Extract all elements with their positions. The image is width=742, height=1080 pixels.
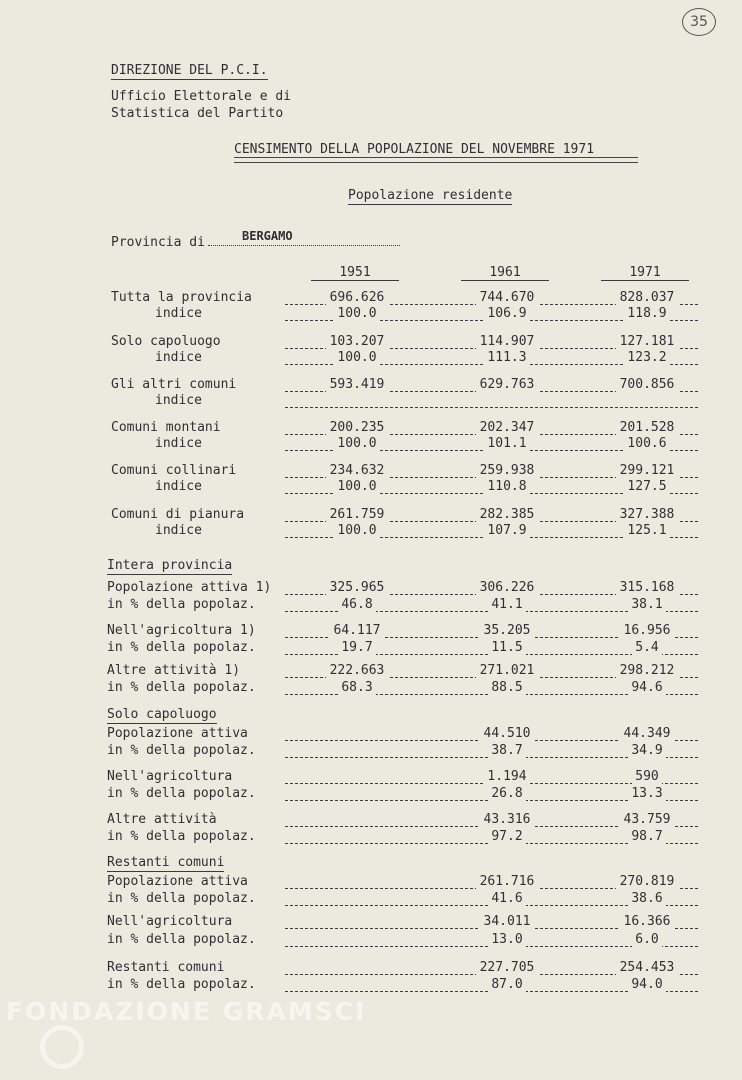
cell-value: 94.0 [628,977,666,992]
direzione-heading: DIREZIONE DEL P.C.I. [111,63,268,78]
cell-value: 64.117 [330,623,384,638]
row-label: indice [155,306,202,321]
cell-value: 201.528 [616,420,678,435]
cell-value: 261.759 [326,507,388,522]
cell-value: 744.670 [476,290,538,305]
cell-value: 44.510 [480,726,534,741]
cell-value: 43.316 [480,812,534,827]
cell-value: 34.011 [480,914,534,929]
cell-value: 306.226 [476,580,538,595]
row-label: in % della popolaz. [107,932,256,947]
cell-value: 107.9 [484,523,530,538]
cell-value: 35.205 [480,623,534,638]
row-label: in % della popolaz. [107,829,256,844]
cell-value: 327.388 [616,507,678,522]
cell-value: 46.8 [338,597,376,612]
cell-value: 1.194 [484,769,530,784]
section-solo-capoluogo: Solo capoluogo [107,707,217,722]
ufficio-line-2: Statistica del Partito [111,106,284,121]
cell-value: 590 [632,769,662,784]
cell-value: 16.956 [620,623,674,638]
cell-value: 700.856 [616,377,678,392]
row-label: indice [155,393,202,408]
cell-value: 270.819 [616,874,678,889]
row-label: Comuni di pianura [111,507,245,522]
section-intera-provincia: Intera provincia [107,558,233,573]
cell-value: 38.6 [628,891,666,906]
ufficio-line-1: Ufficio Elettorale e di [111,89,292,104]
provincia-name: BERGAMO [242,229,293,243]
cell-value: 16.366 [620,914,674,929]
row-label: in % della popolaz. [107,597,256,612]
row-label: Popolazione attiva [107,874,248,889]
cell-value: 38.7 [488,743,526,758]
cell-value: 254.453 [616,960,678,975]
provincia-dotted-line [208,245,400,246]
cell-value: 44.349 [620,726,674,741]
row-label: Comuni montani [111,420,221,435]
cell-value: 202.347 [476,420,538,435]
cell-value: 111.3 [484,350,530,365]
cell-value: 34.9 [628,743,666,758]
fondazione-gramsci-watermark: FONDAZIONE GRAMSCI [6,997,367,1026]
cell-value: 5.4 [632,640,662,655]
cell-value: 629.763 [476,377,538,392]
row-label: in % della popolaz. [107,743,256,758]
year-1: 1961 [461,265,549,281]
cell-value: 41.1 [488,597,526,612]
row-label: Nell'agricoltura 1) [107,623,256,638]
cell-value: 41.6 [488,891,526,906]
cell-value: 26.8 [488,786,526,801]
cell-value: 68.3 [338,680,376,695]
cell-value: 97.2 [488,829,526,844]
cell-value: 593.419 [326,377,388,392]
cell-value: 13.3 [628,786,666,801]
year-0: 1951 [311,265,399,281]
cell-value: 696.626 [326,290,388,305]
cell-value: 100.0 [334,436,380,451]
cell-value: 118.9 [624,306,670,321]
row-dashed-leader [285,407,698,408]
row-label: Gli altri comuni [111,377,237,392]
row-label: Altre attività 1) [107,663,241,678]
cell-value: 87.0 [488,977,526,992]
row-label: in % della popolaz. [107,680,256,695]
row-label: indice [155,350,202,365]
cell-value: 282.385 [476,507,538,522]
row-label: Tutta la provincia [111,290,252,305]
document-subtitle: Popolazione residente [348,188,513,203]
cell-value: 234.632 [326,463,388,478]
cell-value: 106.9 [484,306,530,321]
row-label: indice [155,436,202,451]
cell-value: 127.5 [624,479,670,494]
title-double-underline [234,157,638,163]
cell-value: 100.0 [334,479,380,494]
cell-value: 259.938 [476,463,538,478]
cell-value: 98.7 [628,829,666,844]
row-label: Comuni collinari [111,463,237,478]
provincia-label: Provincia di [111,235,205,250]
row-label: Restanti comuni [107,960,225,975]
cell-value: 38.1 [628,597,666,612]
cell-value: 299.121 [616,463,678,478]
cell-value: 94.6 [628,680,666,695]
row-label: Popolazione attiva [107,726,248,741]
cell-value: 261.716 [476,874,538,889]
cell-value: 200.235 [326,420,388,435]
cell-value: 298.212 [616,663,678,678]
row-label: Altre attività [107,812,217,827]
cell-value: 103.207 [326,334,388,349]
row-label: in % della popolaz. [107,786,256,801]
cell-value: 6.0 [632,932,662,947]
section-restanti-comuni: Restanti comuni [107,855,225,870]
row-label: in % della popolaz. [107,891,256,906]
cell-value: 315.168 [616,580,678,595]
page-number: 35 [682,8,716,36]
cell-value: 325.965 [326,580,388,595]
cell-value: 125.1 [624,523,670,538]
cell-value: 222.663 [326,663,388,678]
cell-value: 19.7 [338,640,376,655]
row-label: Nell'agricoltura [107,914,233,929]
cell-value: 271.021 [476,663,538,678]
cell-value: 127.181 [616,334,678,349]
row-label: Nell'agricoltura [107,769,233,784]
cell-value: 13.0 [488,932,526,947]
row-label: indice [155,523,202,538]
row-label: in % della popolaz. [107,640,256,655]
cell-value: 828.037 [616,290,678,305]
row-label: in % della popolaz. [107,977,256,992]
row-label: indice [155,479,202,494]
document-title: CENSIMENTO DELLA POPOLAZIONE DEL NOVEMBRE 1971 [234,142,595,157]
cell-value: 114.907 [476,334,538,349]
cell-value: 100.0 [334,350,380,365]
cell-value: 227.705 [476,960,538,975]
cell-value: 100.6 [624,436,670,451]
cell-value: 123.2 [624,350,670,365]
cell-value: 88.5 [488,680,526,695]
year-2: 1971 [601,265,689,281]
row-label: Solo capoluogo [111,334,221,349]
cell-value: 101.1 [484,436,530,451]
cell-value: 110.8 [484,479,530,494]
cell-value: 100.0 [334,306,380,321]
cell-value: 11.5 [488,640,526,655]
cell-value: 43.759 [620,812,674,827]
row-label: Popolazione attiva 1) [107,580,272,595]
cell-value: 100.0 [334,523,380,538]
watermark-logo-icon [40,1025,84,1069]
